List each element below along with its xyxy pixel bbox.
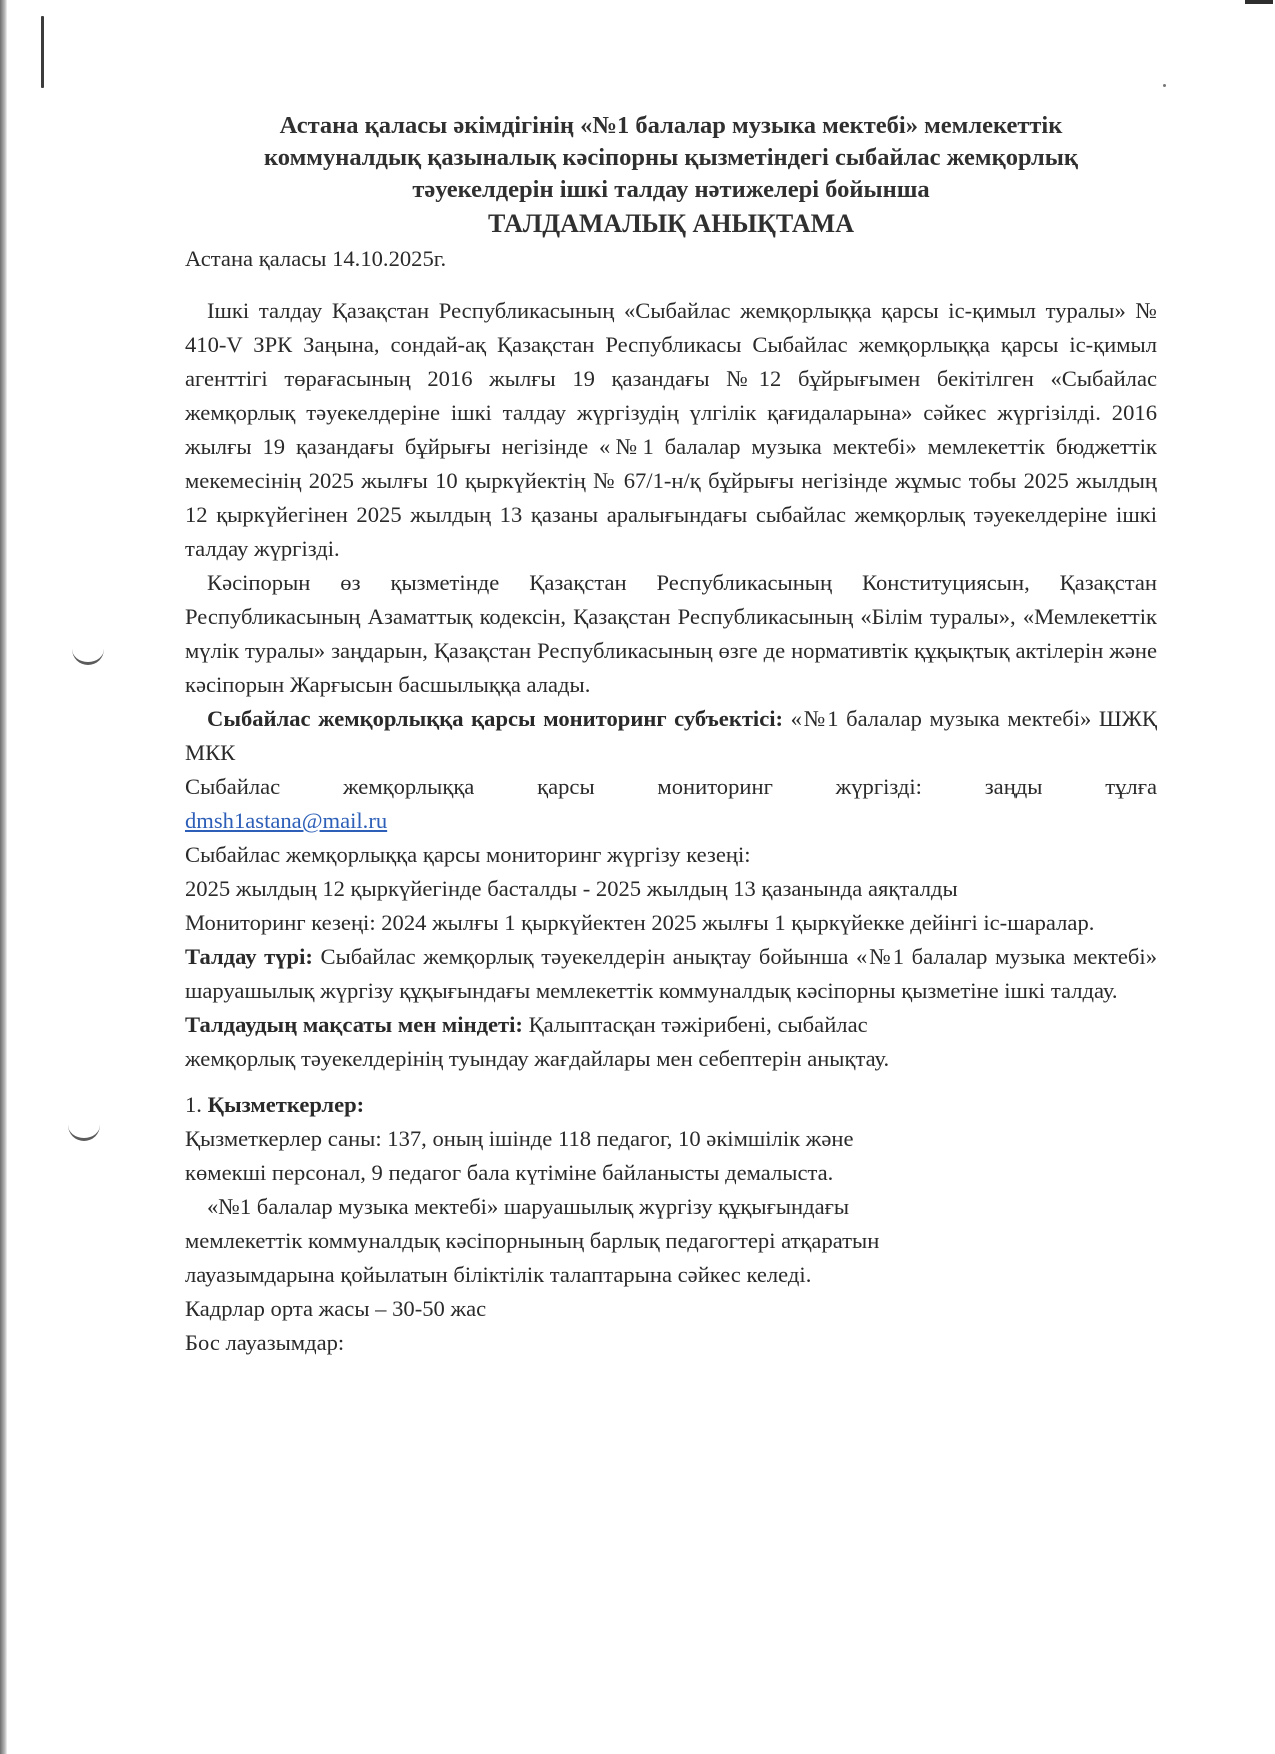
monitoring-subject xyxy=(185,702,1157,770)
section-1-number: 1. xyxy=(185,1092,202,1117)
compliance-line-1: «№1 балалар музыка мектебі» шаруашылық жүргізу құқығындағы xyxy=(207,1194,850,1219)
monitoring-subject-value: «№1 балалар музыка мектебі» ШЖҚ МКК xyxy=(185,706,1157,765)
monitoring-subject-label: Сыбайлас жемқорлыққа қарсы мониторинг субъектісі: xyxy=(207,706,784,731)
period-heading: Сыбайлас жемқорлыққа қарсы мониторинг жүргізу кезеңі: xyxy=(185,842,751,867)
staff-line-1: Қызметкерлер саны: 137, оның ішінде 118 педагог, 10 әкімшілік және xyxy=(185,1126,854,1151)
conducted-by-label: Сыбайлас жемқорлыққа қарсы мониторинг жүргізді: xyxy=(185,774,922,799)
section-1-heading xyxy=(185,1088,1157,1122)
document-type-heading: ТАЛДАМАЛЫҚ АНЫҚТАМА xyxy=(488,209,854,238)
analysis-type-value: Сыбайлас жемқорлық тәуекелдерін анықтау бойынша «№1 балалар музыка мектебі» шаруашылық жүргізу құқығындағы мемлекеттік коммуналдық кәсіпорны қызметіне ішкі талдау. xyxy=(185,944,1158,1003)
scan-binder-mark xyxy=(41,16,44,88)
goal-line-1 xyxy=(185,1008,1157,1042)
conducted-by-value: заңды тұлға xyxy=(984,774,1158,799)
punch-hole-icon xyxy=(68,1122,100,1141)
average-age: Кадрлар орта жасы – 30-50 жас xyxy=(185,1296,487,1321)
goal-text-1: Қалыптасқан тәжірибені, сыбайлас xyxy=(528,1012,868,1037)
legal-basis-paragraph: Кәсіпорын өз қызметінде Қазақстан Республикасының Конституциясын, Қазақстан Республикасының Азаматтық кодексін, Қазақстан Республикасының «Білім туралы», «Мемлекеттік мүлік туралы» заңдарын, Қазақстан Республикасының өзге де нормативтік құқықтық актілерін және кәсіпорын Жарғысын басшылыққа алады. xyxy=(185,570,1157,697)
analysis-type xyxy=(185,940,1157,1008)
conducted-by xyxy=(185,770,1157,804)
analysis-type-label: Талдау түрі: xyxy=(185,944,313,969)
goal-line-2: жемқорлық тәуекелдерінің туындау жағдайлары мен себептерін анықтау. xyxy=(185,1046,890,1071)
title-line-1: Астана қаласы әкімдігінің «№1 балалар музыка мектебі» мемлекеттік xyxy=(279,112,1063,139)
vacancies: Бос лауазымдар: xyxy=(185,1330,345,1355)
compliance-line-3: лауазымдарына қойылатын біліктілік талаптарына сәйкес келеді. xyxy=(185,1262,812,1287)
email-link[interactable]: dmsh1astana@mail.ru xyxy=(185,808,388,833)
scan-corner-mark xyxy=(1245,0,1273,4)
period-value: 2025 жылдың 12 қыркүйегінде басталды - 2025 жылдың 13 қазанында аяқталды xyxy=(185,876,958,901)
scan-edge-shadow xyxy=(0,0,7,1754)
title-line-2: коммуналдық қазыналық кәсіпорны қызметіндегі сыбайлас жемқорлық xyxy=(264,144,1078,171)
place-date: Астана қаласы 14.10.2025г. xyxy=(185,246,447,271)
punch-hole-icon xyxy=(72,646,104,665)
document-page xyxy=(185,110,1157,1360)
section-1-title: Қызметкерлер: xyxy=(207,1092,365,1117)
title-line-3: тәуекелдерін ішкі талдау нәтижелері бойынша xyxy=(412,176,930,203)
compliance-line-2: мемлекеттік коммуналдық кәсіпорнының барлық педагогтері атқаратын xyxy=(185,1228,880,1253)
scan-speck xyxy=(1163,84,1166,87)
intro-paragraph: Ішкі талдау Қазақстан Республикасының «Сыбайлас жемқорлыққа қарсы іс-қимыл туралы» № 410-V ЗРК Заңына, сондай-ақ Қазақстан Республикасы Сыбайлас жемқорлыққа қарсы іс-қимыл агенттігі төрағасының 2016 жылғы 19 қазандағы №12 бұйрығымен бекітілген «Сыбайлас жемқорлық тәуекелдеріне ішкі талдау жүргізудің үлгілік қағидаларына» сәйкес жүргізілді. 2016 жылғы 19 қазандағы бұйрығы негізінде «№1 балалар музыка мектебі» мемлекеттік бюджеттік мекемесінің 2025 жылғы 10 қыркүйектің № 67/1-н/қ бұйрығы негізінде жұмыс тобы 2025 жылдың 12 қыркүйегінен 2025 жылдың 13 қазаны аралығындағы сыбайлас жемқорлық тәуекелдеріне ішкі талдау жүргізді. xyxy=(185,298,1157,561)
email-line xyxy=(185,804,1157,838)
monitoring-period: Мониторинг кезеңі: 2024 жылғы 1 қыркүйектен 2025 жылғы 1 қыркүйекке дейінгі іс-шаралар. xyxy=(185,910,1095,935)
goal-label: Талдаудың мақсаты мен міндеті: xyxy=(185,1012,523,1037)
staff-line-2: көмекші персонал, 9 педагог бала күтіміне байланысты демалыста. xyxy=(185,1160,834,1185)
